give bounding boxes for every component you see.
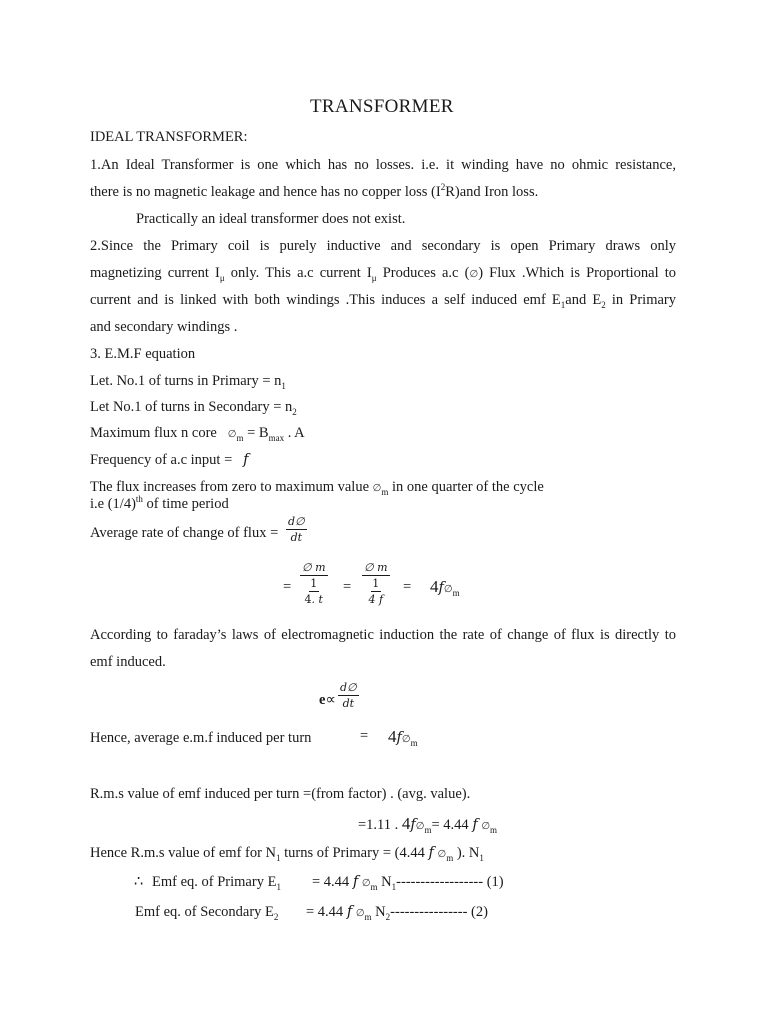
section-heading: IDEAL TRANSFORMER: xyxy=(90,129,248,145)
result-4f-phi-m: $4f\emptyset_m$ xyxy=(430,577,460,598)
equals-sign-1: = xyxy=(283,579,292,595)
secondary-emf-equation: Emf eq. of Secondary $E_2$ xyxy=(135,904,279,922)
turns-secondary: Let No.1 of turns in Secondary = $n_2$ xyxy=(90,399,297,417)
therefore-symbol: ∴ xyxy=(134,874,144,890)
avg-rate-label: Average rate of change of flux = xyxy=(90,525,279,541)
emf-heading: 3. E.M.F equation xyxy=(90,346,196,362)
turns-primary: Let. No.1 of turns in Primary = $n_1$ xyxy=(90,373,286,391)
avg-emf-result: $4f\emptyset_m$ xyxy=(388,727,418,748)
primary-emf-equation: Emf eq. of Primary $E_1$ xyxy=(152,874,281,892)
max-flux-line: Maximum flux n core $\emptyset_m = B_{max}$ . A xyxy=(90,425,305,443)
flux-increase-line: The flux increases from zero to maximum value $\emptyset_m$ in one quarter of the cycle xyxy=(90,479,544,497)
equals-sign-3: = xyxy=(403,579,412,595)
equals-sign-2: = xyxy=(343,579,352,595)
paragraph-2-line-1: 2.Since the Primary coil is purely inductive and secondary is open Primary draws only xyxy=(90,238,676,254)
secondary-emf-value: = 4.44 f $\emptyset_m$ $N_2----------------$ (2) xyxy=(306,904,488,922)
time-period-line: i.e $(1/4)^{th}$ of time period xyxy=(90,494,229,512)
hence-average-line: Hence, average e.m.f induced per turn xyxy=(90,730,312,746)
flux-phi-symbol: ∅ xyxy=(469,269,479,280)
paragraph-2-line-3: current and is linked with both windings .This induces a self induced emf $E_1and$ $E_2$ in Primary xyxy=(90,292,677,310)
primary-emf-value: = 4.44 f $\emptyset_m$ $N_1------------------$ (1) xyxy=(312,874,504,892)
rms-equation: =1.11 . $4f\emptyset_m= 4.44$ f $\emptyset_m$ xyxy=(358,814,498,835)
faraday-line-1: According to faraday’s laws of electromagnetic induction the rate of change of flux is directly to xyxy=(90,627,676,643)
frequency-line: Frequency of a.c input = f xyxy=(90,452,249,468)
paragraph-2-line-4: and secondary windings . xyxy=(90,319,238,335)
page-title: TRANSFORMER xyxy=(310,96,454,117)
paragraph-1-line-3: Practically an ideal transformer does not exist. xyxy=(136,211,406,227)
equals-sign-4: = xyxy=(360,728,369,744)
paragraph-2-line-2: magnetizing current $I_\mu$ only. This a.c current $I_\mu$ Produces a.c (∅) Flux .Which is Proportional to xyxy=(90,265,677,283)
rms-line: R.m.s value of emf induced per turn =(from factor) . (avg. value). xyxy=(90,786,471,802)
phi-m-over-quarter-t: ∅ m 1 4. t xyxy=(302,561,326,606)
hence-rms-line: Hence R.m.s value of emf for $N_1$ turns of Primary = (4.44 f $\emptyset_m$ ). $N_1$ xyxy=(90,845,484,863)
faraday-line-2: emf induced. xyxy=(90,654,166,670)
paragraph-1-line-2: there is no magnetic leakage and hence has no copper loss $(I^2R)and$ Iron loss. xyxy=(90,182,539,200)
dphi-dt-fraction-2: d∅ dt xyxy=(340,681,357,710)
emf-proportional: e∝ xyxy=(319,692,336,708)
dphi-dt-fraction: d∅ dt xyxy=(288,515,305,544)
paragraph-1-line-1: 1.An Ideal Transformer is one which has no losses. i.e. it winding have no ohmic resistance, xyxy=(90,157,676,173)
phi-m-over-quarter-f: ∅ m 1 4 f xyxy=(364,561,388,606)
